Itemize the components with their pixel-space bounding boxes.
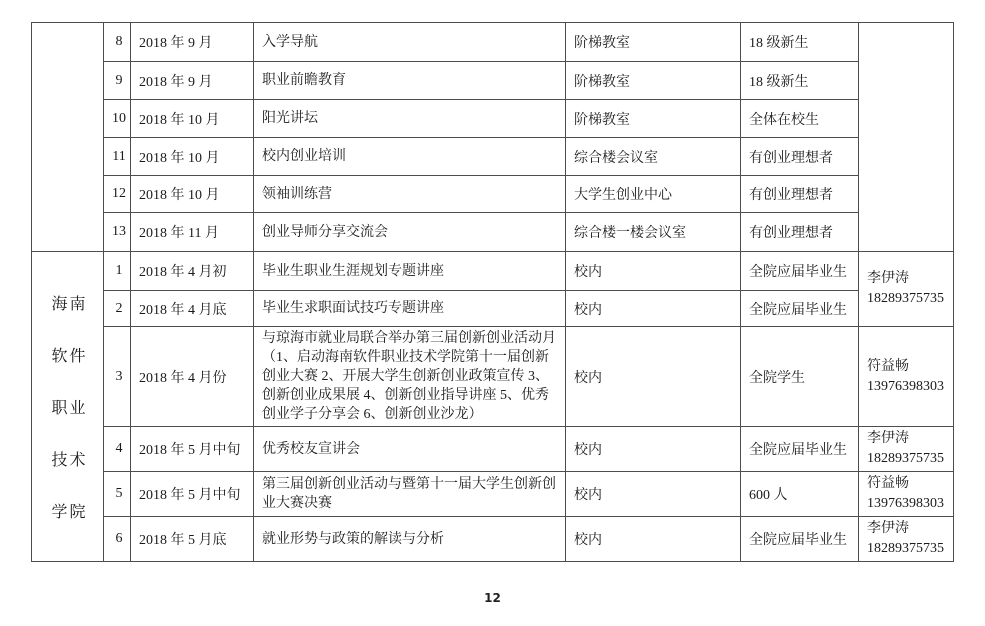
cell-activity: 阳光讲坛 — [254, 100, 566, 138]
cell-audience: 18 级新生 — [741, 62, 859, 100]
cell-audience: 有创业理想者 — [741, 138, 859, 176]
cell-location: 综合楼一楼会议室 — [566, 213, 741, 252]
cell-no: 13 — [104, 213, 131, 252]
cell-date: 2018 年 9 月 — [131, 62, 254, 100]
school-name-cell-empty — [32, 23, 104, 252]
cell-no: 3 — [104, 327, 131, 427]
cell-no: 2 — [104, 291, 131, 327]
cell-location: 大学生创业中心 — [566, 176, 741, 213]
cell-date: 2018 年 5 月中旬 — [131, 427, 254, 472]
cell-audience: 全院学生 — [741, 327, 859, 427]
contact-name: 符益畅 — [867, 476, 909, 491]
cell-activity: 领袖训练营 — [254, 176, 566, 213]
page-number: 12 — [484, 591, 501, 605]
school-name-line: 技术 — [51, 452, 88, 470]
school-name-line: 软件 — [51, 347, 88, 365]
table-row — [32, 213, 954, 252]
table-row — [32, 327, 954, 427]
table-row — [32, 62, 954, 100]
table-row — [32, 176, 954, 213]
cell-location: 校内 — [566, 327, 741, 427]
contact-name: 符益畅 — [867, 358, 909, 374]
cell-no: 12 — [104, 176, 131, 213]
table-row — [32, 23, 954, 62]
cell-no: 4 — [104, 427, 131, 472]
cell-location: 校内 — [566, 517, 741, 562]
table-row — [32, 517, 954, 562]
cell-date: 2018 年 5 月中旬 — [131, 472, 254, 517]
contact-phone: 18289375735 — [867, 291, 944, 306]
cell-location: 阶梯教室 — [566, 100, 741, 138]
cell-activity: 创业导师分享交流会 — [254, 213, 566, 252]
cell-activity: 校内创业培训 — [254, 138, 566, 176]
cell-date: 2018 年 10 月 — [131, 176, 254, 213]
cell-location: 校内 — [566, 291, 741, 327]
cell-no: 6 — [104, 517, 131, 562]
school-name-line: 学院 — [51, 504, 88, 522]
cell-audience: 全院应届毕业生 — [741, 427, 859, 472]
cell-date: 2018 年 9 月 — [131, 23, 254, 62]
cell-activity: 入学导航 — [254, 23, 566, 62]
cell-audience: 18 级新生 — [741, 23, 859, 62]
cell-location: 阶梯教室 — [566, 23, 741, 62]
contact-phone: 13976398303 — [867, 496, 944, 511]
cell-audience: 全院应届毕业生 — [741, 517, 859, 562]
school-name-cell — [32, 252, 104, 562]
cell-no: 5 — [104, 472, 131, 517]
cell-audience: 全院应届毕业生 — [741, 252, 859, 291]
table-row — [32, 138, 954, 176]
cell-contact-empty — [859, 23, 954, 252]
cell-audience: 有创业理想者 — [741, 213, 859, 252]
cell-date: 2018 年 10 月 — [131, 100, 254, 138]
cell-activity: 第三届创新创业活动与暨第十一届大学生创新创业大赛决赛 — [254, 472, 566, 517]
cell-activity: 与琼海市就业局联合举办第三届创新创业活动月（1、启动海南软件职业技术学院第十一届创新创业大赛 2、开展大学生创新创业政策宣传 3、创新创业成果展 4、创新创业指导讲座 5、优秀创业学子分享会 6、创新创业沙龙） — [254, 327, 566, 427]
cell-location: 校内 — [566, 252, 741, 291]
cell-contact — [859, 517, 954, 562]
contact-phone: 18289375735 — [867, 541, 944, 556]
cell-date: 2018 年 5 月底 — [131, 517, 254, 562]
cell-location: 阶梯教室 — [566, 62, 741, 100]
cell-date: 2018 年 10 月 — [131, 138, 254, 176]
cell-date: 2018 年 4 月份 — [131, 327, 254, 427]
table-row — [32, 100, 954, 138]
cell-contact — [859, 252, 954, 327]
contact-name: 李伊涛 — [867, 271, 909, 286]
cell-no: 1 — [104, 252, 131, 291]
cell-date: 2018 年 4 月底 — [131, 291, 254, 327]
cell-contact — [859, 327, 954, 427]
cell-activity: 毕业生职业生涯规划专题讲座 — [254, 252, 566, 291]
cell-contact — [859, 427, 954, 472]
table-row — [32, 472, 954, 517]
cell-location: 综合楼会议室 — [566, 138, 741, 176]
cell-location: 校内 — [566, 427, 741, 472]
cell-no: 11 — [104, 138, 131, 176]
table-row — [32, 427, 954, 472]
cell-activity: 职业前瞻教育 — [254, 62, 566, 100]
cell-activity: 就业形势与政策的解读与分析 — [254, 517, 566, 562]
table-row — [32, 291, 954, 327]
cell-contact — [859, 472, 954, 517]
cell-date: 2018 年 4 月初 — [131, 252, 254, 291]
activities-table — [31, 22, 954, 562]
cell-location: 校内 — [566, 472, 741, 517]
cell-audience: 全院应届毕业生 — [741, 291, 859, 327]
cell-audience: 全体在校生 — [741, 100, 859, 138]
cell-activity: 优秀校友宣讲会 — [254, 427, 566, 472]
cell-audience: 600 人 — [741, 472, 859, 517]
school-name — [40, 262, 99, 552]
contact-phone: 13976398303 — [867, 378, 944, 394]
cell-activity: 毕业生求职面试技巧专题讲座 — [254, 291, 566, 327]
contact-name: 李伊涛 — [867, 521, 909, 536]
contact-phone: 18289375735 — [867, 451, 944, 466]
table-row — [32, 252, 954, 291]
cell-no: 10 — [104, 100, 131, 138]
cell-no: 8 — [104, 23, 131, 62]
contact-name: 李伊涛 — [867, 431, 909, 446]
cell-audience: 有创业理想者 — [741, 176, 859, 213]
school-name-line: 海南 — [51, 295, 88, 313]
cell-no: 9 — [104, 62, 131, 100]
school-name-line: 职业 — [51, 399, 88, 417]
cell-date: 2018 年 11 月 — [131, 213, 254, 252]
